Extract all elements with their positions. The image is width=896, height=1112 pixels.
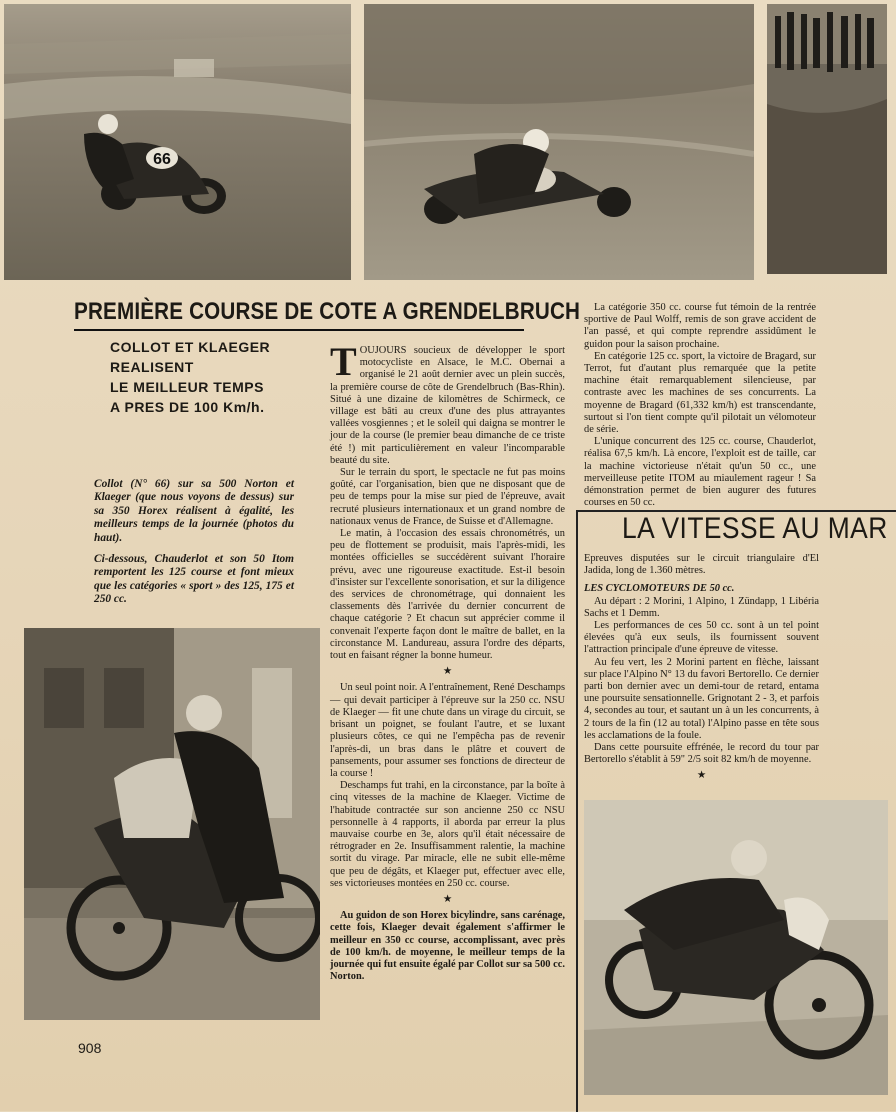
article-paragraph: Le matin, à l'occasion des essais chronométrés, un peu de flottement se produisit, mais l'après-midi, les montées officielles se succédèrent suivant l'horaire prévu, avec une rigoureuse exactitude. Est-il besoin d'insister sur l'excellente sonorisation, et sur la diligence des services de chronométrage, qui donnaient les classements dès l'arrivée du dernier concurrent de chaque catégorie ? Et chacun sut apprécier comme il convenait l'experte façon dont le maître de ballet, en la circonstance M. Landureau, assura l'ordre des départs, tout en faisant régner la bonne humeur. <box>330 528 565 662</box>
subhead-line: REALISENT <box>110 359 194 375</box>
subhead-line: A PRES DE 100 Km/h. <box>110 399 265 415</box>
article-headline: PREMIÈRE COURSE DE COTE A GRENDELBRUCH <box>74 298 581 325</box>
star-separator: ★ <box>442 666 453 678</box>
article-paragraph: Au guidon de son Horex bicylindre, sans carénage, cette fois, Klaeger devait également s'affirmer le meilleur en 350 cc course, accomplissant, avec près de 100 km/h. de moyenne, le meilleur temps de la journée qui fut ensuite égalé par Collot sur sa 500 cc. Norton. <box>330 910 565 983</box>
article-paragraph: Un seul point noir. A l'entraînement, René Deschamps — qui devait participer à l'épreuve sur la 250 cc. NSU de Klaeger — fit une chute dans un virage du circuit, se brisant un poignet, se foulant l'autre, et se luxant plusieurs côtes, ce qui ne l'empêcha pas de revenir l'après-di, un bras dans le plâtre et couvert de pansements, pour assumer ses fonctions de directeur de la course ! <box>330 682 565 779</box>
article-paragraph <box>330 339 565 467</box>
article-paragraph: Deschamps fut trahi, en la circonstance, par la boîte à cinq vitesses de la machine de Klaeger. Victime de l'habitude contractée sur son ancienne 250 cc NSU personnelle à 4 rapports, il aborda par erreur la plus mauvaise courbe en 3e, alors qu'il était nécessaire de rétrograder en 2e. Insuffisamment ralentie, la machine sortit du virage. Par miracle, elle ne subit elle-même que peu de dégâts, et Klaeger put, effectuer avec elle, ses victorieuses montées en 250 cc. course. <box>330 780 565 889</box>
subhead-line: COLLOT ET KLAEGER <box>110 339 271 355</box>
article-paragraph: La catégorie 350 cc. course fut témoin de la rentrée sportive de Paul Wolff, remis de son grave accident de l'an passé, et qui compte reprendre assidûment le guidon pour la saison prochaine. <box>584 302 816 350</box>
section-subtitle: LES CYCLOMOTEURS DE 50 cc. <box>584 583 735 595</box>
subhead-line: LE MEILLEUR TEMPS <box>110 379 264 395</box>
caption-top-photos: Collot (N° 66) sur sa 500 Norton et Klaeger (que nous voyons de dessus) sur sa 350 Horex réalisent à égalité, les meilleurs temps de la journée (photos du haut). <box>94 478 294 544</box>
article-paragraph: Les performances de ces 50 cc. sont à un tel point élevées qu'à eux seuls, ils fournissent souvent l'attraction principale d'une épreuve de vitesse. <box>584 620 819 656</box>
drop-cap: T <box>330 339 357 384</box>
article-subhead <box>110 337 310 417</box>
article-paragraph: Sur le terrain du sport, le spectacle ne fut pas moins goûté, car l'organisation, bien que ne disposant que de peu de temps pour la mise sur pied de l'épreuve, avait recruté plusieurs internationaux et un grand nombre de nationaux venus de France, de Suisse et d'Allemagne. <box>330 467 565 527</box>
caption-bottom-photo: Ci-dessous, Chauderlot et son 50 Itom remportent les 125 course et font mieux que les catégories « sport » des 125, 175 et 250 cc. <box>94 553 294 606</box>
article-paragraph: Dans cette poursuite effrénée, le record du tour par Bertorello s'établit à 59" 2/5 soit 82 km/h de moyenne. <box>584 742 819 766</box>
paragraph-text: OUJOURS soucieux de développer le sport motocycliste en Alsace, le M.C. Obernai a organisé le 21 août dernier avec un plein succès, la première course de côte de Grendelbruch (Bas-Rhin). Situé à une dizaine de kilomètres de Schirmeck, ce village est bâti au creux d'une des plus attrayantes vallées vosgiennes ; et le soleil qui daigna se montrer le jour de la course (le premier beau dimanche de ce triste été !) mit particulièrement en valeur l'incomparable beauté du site. <box>330 345 565 466</box>
page-number: 908 <box>78 1040 102 1056</box>
photo-chauderlot-itom <box>24 628 320 1020</box>
article-paragraph: L'unique concurrent des 125 cc. course, Chauderlot, réalisa 67,5 km/h. Là encore, l'exploit est de taille, car la machine victorieuse n'était qu'un 50 cc., une merveilleuse petite ITOM au miaulement rageur ! Sa démonstration permet de bien augurer des futures courses en 50 cc. <box>584 436 816 509</box>
photo-spectators <box>767 4 887 274</box>
headline-underline <box>74 329 524 331</box>
article-column-2 <box>584 302 816 509</box>
section-intro: Epreuves disputées sur le circuit triangulaire d'El Jadida, long de 1.360 mètres. <box>584 553 819 577</box>
photo-collot-norton <box>4 4 351 280</box>
article-paragraph: Au feu vert, les 2 Morini partent en flèche, laissant sur place l'Alpino N° 13 du favori Bertorello. Ce dernier parti bon dernier avec un demi-tour de retard, entama une poursuite sensationnelle. Grignotant 2 - 3, et parfois 4, secondes au tour, et sautant un à un les concurrents, à 2 tours de la fin (12 au total) l'Alpino passe en tête sous les acclamations de la foule. <box>584 656 819 741</box>
section-title: LA VITESSE AU MAR <box>622 512 888 545</box>
photo-klaeger-horex <box>364 4 754 280</box>
article-paragraph: Au départ : 2 Morini, 1 Alpino, 1 Zündapp, 1 Libéria Sachs et 1 Demm. <box>584 595 819 619</box>
star-separator: ★ <box>696 770 707 782</box>
photo-cyclomoteur-race <box>584 800 888 1095</box>
article-column-1 <box>330 339 565 983</box>
section-column <box>584 553 819 787</box>
star-separator: ★ <box>442 893 453 905</box>
race-number-66: 66 <box>153 151 171 168</box>
article-paragraph: En catégorie 125 cc. sport, la victoire de Bragard, sur Terrot, fut d'autant plus remarquée que la petite machine était remarquablement silencieuse, par contraste avec les machines de ses concurrents. La moyenne de Bragard (61,332 km/h) est transcendante, surtout si l'on tient compte qu'il pilotait un vélomoteur de série. <box>584 350 816 436</box>
